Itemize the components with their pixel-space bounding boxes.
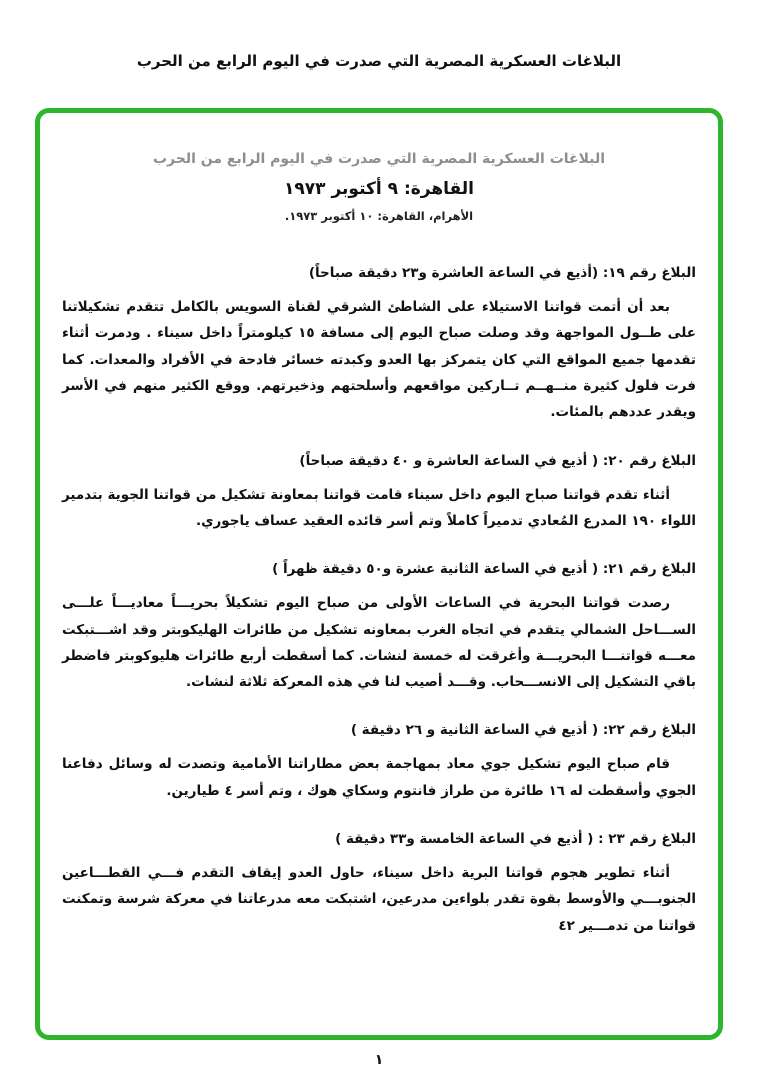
communique-body: أثناء تقدم قواتنا صباح اليوم داخل سيناء قامت قواتنا بمعاونة تشكيل من قواتنا الجوية بتدمير اللواء ١٩٠ المدرع المُعادي تدميراً كاملاً وتم أسر قائده العقيد عساف ياجوري. xyxy=(62,486,696,529)
communique-heading: البلاغ رقم ٢٠: ( أذيع في الساعة العاشرة و ٤٠ دقيقة صباحاً) xyxy=(299,452,696,469)
document-frame xyxy=(35,108,723,1040)
communique-21 xyxy=(62,561,696,695)
communique-23 xyxy=(62,831,696,939)
source-line: الأهرام، القاهرة: ١٠ أكتوبر ١٩٧٣. xyxy=(284,209,474,223)
communique-body: قام صباح اليوم تشكيل جوي معاد بمهاجمة بعض مطاراتنا الأمامية وتصدت له وسائل دفاعنا الجوي وأسقطت له ١٦ طائرة من طراز فانتوم وسكاي هوك ، وتم أسر ٤ طيارين. xyxy=(62,756,696,799)
communique-19 xyxy=(62,265,696,426)
communique-heading: البلاغ رقم ٢١: ( أذيع في الساعة الثانية عشرة و٥٠ دقيقة ظهراً ) xyxy=(272,561,696,578)
dateline: القاهرة: ٩ أكتوبر ١٩٧٣ xyxy=(284,179,474,199)
page-title: البلاغات العسكرية المصرية التي صدرت في اليوم الرابع من الحرب xyxy=(136,52,622,70)
communique-22 xyxy=(62,722,696,804)
communique-body: رصدت قواتنا البحرية في الساعات الأولى من صباح اليوم تشكيلاً بحريـــاً معاديـــاً علـــى الســـاحل الشمالي يتقدم في اتجاه الغرب بمعاونه تشكيل من طائرات الهليكوبتر وقد اشـــتبكت معـــه قواتنـــا البحريـــة وأغرقت له خمسة لنشات. كما أسقطت أربع طائرات هليوكوبتر فاضطر باقي التشكيل إلى الانســـحاب. وقـــد أصيب لنا في هذه المعركة ثلاثة لنشات. xyxy=(62,595,696,691)
communique-body: بعد أن أتمت قواتنا الاستيلاء على الشاطئ الشرقي لقناة السويس بالكامل تتقدم تشكيلاتنا على طــول المواجهة وقد وصلت صباح اليوم إلى مسافة ١٥ كيلومتراً داخل سيناء . ودمرت أثناء تقدمها جميع المواقع التي كان يتمركز بها العدو وكبدته خسائر فادحة في الأفراد والمعدات. كما فرت فلول كثيرة منــهــم تــاركين مواقعهم وأسلحتهم وذخيرتهم. ووقع الكثير منهم في الأسر ويقدر عددهم بالمئات. xyxy=(62,299,696,421)
communique-heading: البلاغ رقم ١٩: (أذيع في الساعة العاشرة و٢٣ دقيقة صباحاً) xyxy=(308,265,696,281)
document-title: البلاغات العسكرية المصرية التي صدرت في اليوم الرابع من الحرب xyxy=(152,151,606,167)
communique-body: أثناء تطوير هجوم قواتنا البرية داخل سيناء، حاول العدو إيقاف التقدم فـــي القطـــاعين الجنوبـــي والأوسط بقوة تقدر بلواءين مدرعين، اشتبكت معه مدرعاتنا في معركة شرسة وتمكنت قواتنا من تدمـــير ٤٢ xyxy=(62,865,696,934)
page-number: ١ xyxy=(374,1052,384,1068)
communique-heading: البلاغ رقم ٢٢: ( أذيع في الساعة الثانية و ٢٦ دقيقة ) xyxy=(350,722,696,739)
communique-20 xyxy=(62,453,696,535)
communique-heading: البلاغ رقم ٢٣ : ( أذيع في الساعة الخامسة و٣٣ دقيقة ) xyxy=(335,831,696,848)
